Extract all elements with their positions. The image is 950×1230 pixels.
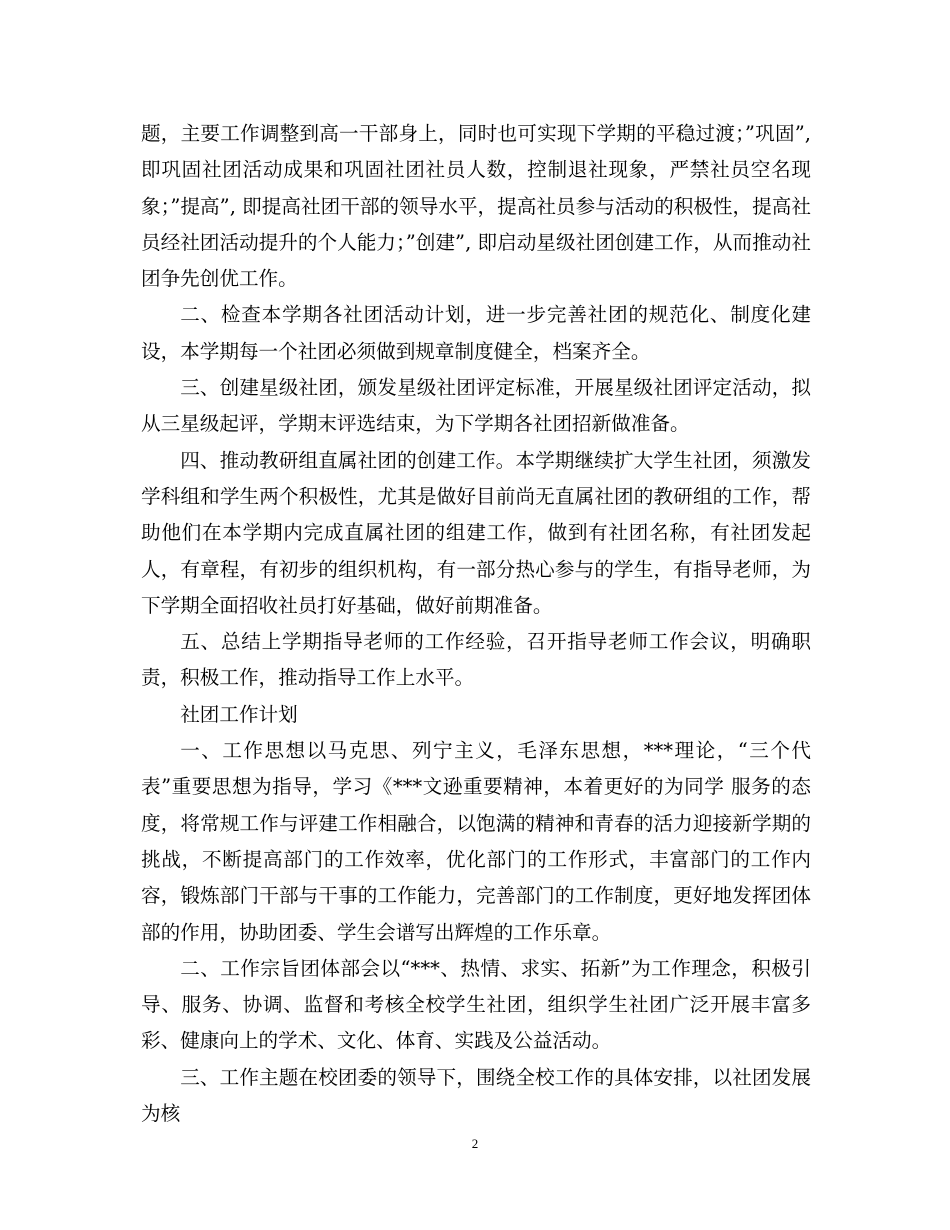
page-number: 2 (471, 1136, 479, 1151)
paragraph-item-4: 四、推动教研组直属社团的创建工作。本学期继续扩大学生社团，须激发学科组和学生两个积极性，尤其是做好目前尚无直属社团的教研组的工作，帮助他们在本学期内完成直属社团的组建工作，做到有社团名称，有社团发起人，有章程，有初步的组织机构，有一部分热心参与的学生，有指导老师，为下学期全面招收社员打好基础，做好前期准备。 (141, 448, 811, 617)
section-paragraph-3: 三、工作主题在校团委的领导下，围绕全校工作的具体安排，以社团发展为核 (141, 1065, 811, 1126)
section-title: 社团工作计划 (180, 702, 298, 726)
document-body (141, 116, 811, 1132)
section-paragraph-1: 一、工作思想以马克思、列宁主义，毛泽东思想，***理论，“三个代表”重要思想为指导，学习《***文逊重要精神，本着更好的为同学 服务的态度，将常规工作与评建工作相融合，以饱满的精神和青春的活力迎接新学期的挑战，不断提高部门的工作效率，优化部门的工作形式，丰富部门的工作内容，锻炼部门干部与干事的工作能力，完善部门的工作制度，更好地发挥团体部的作用，协助团委、学生会谱写出辉煌的工作乐章。 (141, 739, 811, 944)
paragraph-item-2: 二、检查本学期各社团活动计划，进一步完善社团的规范化、制度化建设，本学期每一个社团必须做到规章制度健全，档案齐全。 (141, 303, 811, 363)
section-paragraph-2: 二、工作宗旨团体部会以“***、热情、求实、拓新”为工作理念，积极引导、服务、协调、监督和考核全校学生社团，组织学生社团广泛开展丰富多彩、健康向上的学术、文化、体育、实践及公益活动。 (141, 956, 811, 1053)
paragraph-item-5: 五、总结上学期指导老师的工作经验，召开指导老师工作会议，明确职责，积极工作，推动指导工作上水平。 (141, 630, 811, 690)
paragraph-continued: 题，主要工作调整到高一干部身上，同时也可实现下学期的平稳过渡；”巩固”, 即巩固社团活动成果和巩固社团社员人数，控制退社现象，严禁社员空名现象；”提高”, 即提高社团干部的领导水平，提高社员参与活动的积极性，提高社员经社团活动提升的个人能力；”创建”, 即启动星级社团创建工作，从而推动社团争先创优工作。 (141, 122, 811, 291)
paragraph-item-3: 三、创建星级社团，颁发星级社团评定标准，开展星级社团评定活动，拟从三星级起评，学期末评选结束，为下学期各社团招新做准备。 (141, 376, 811, 436)
